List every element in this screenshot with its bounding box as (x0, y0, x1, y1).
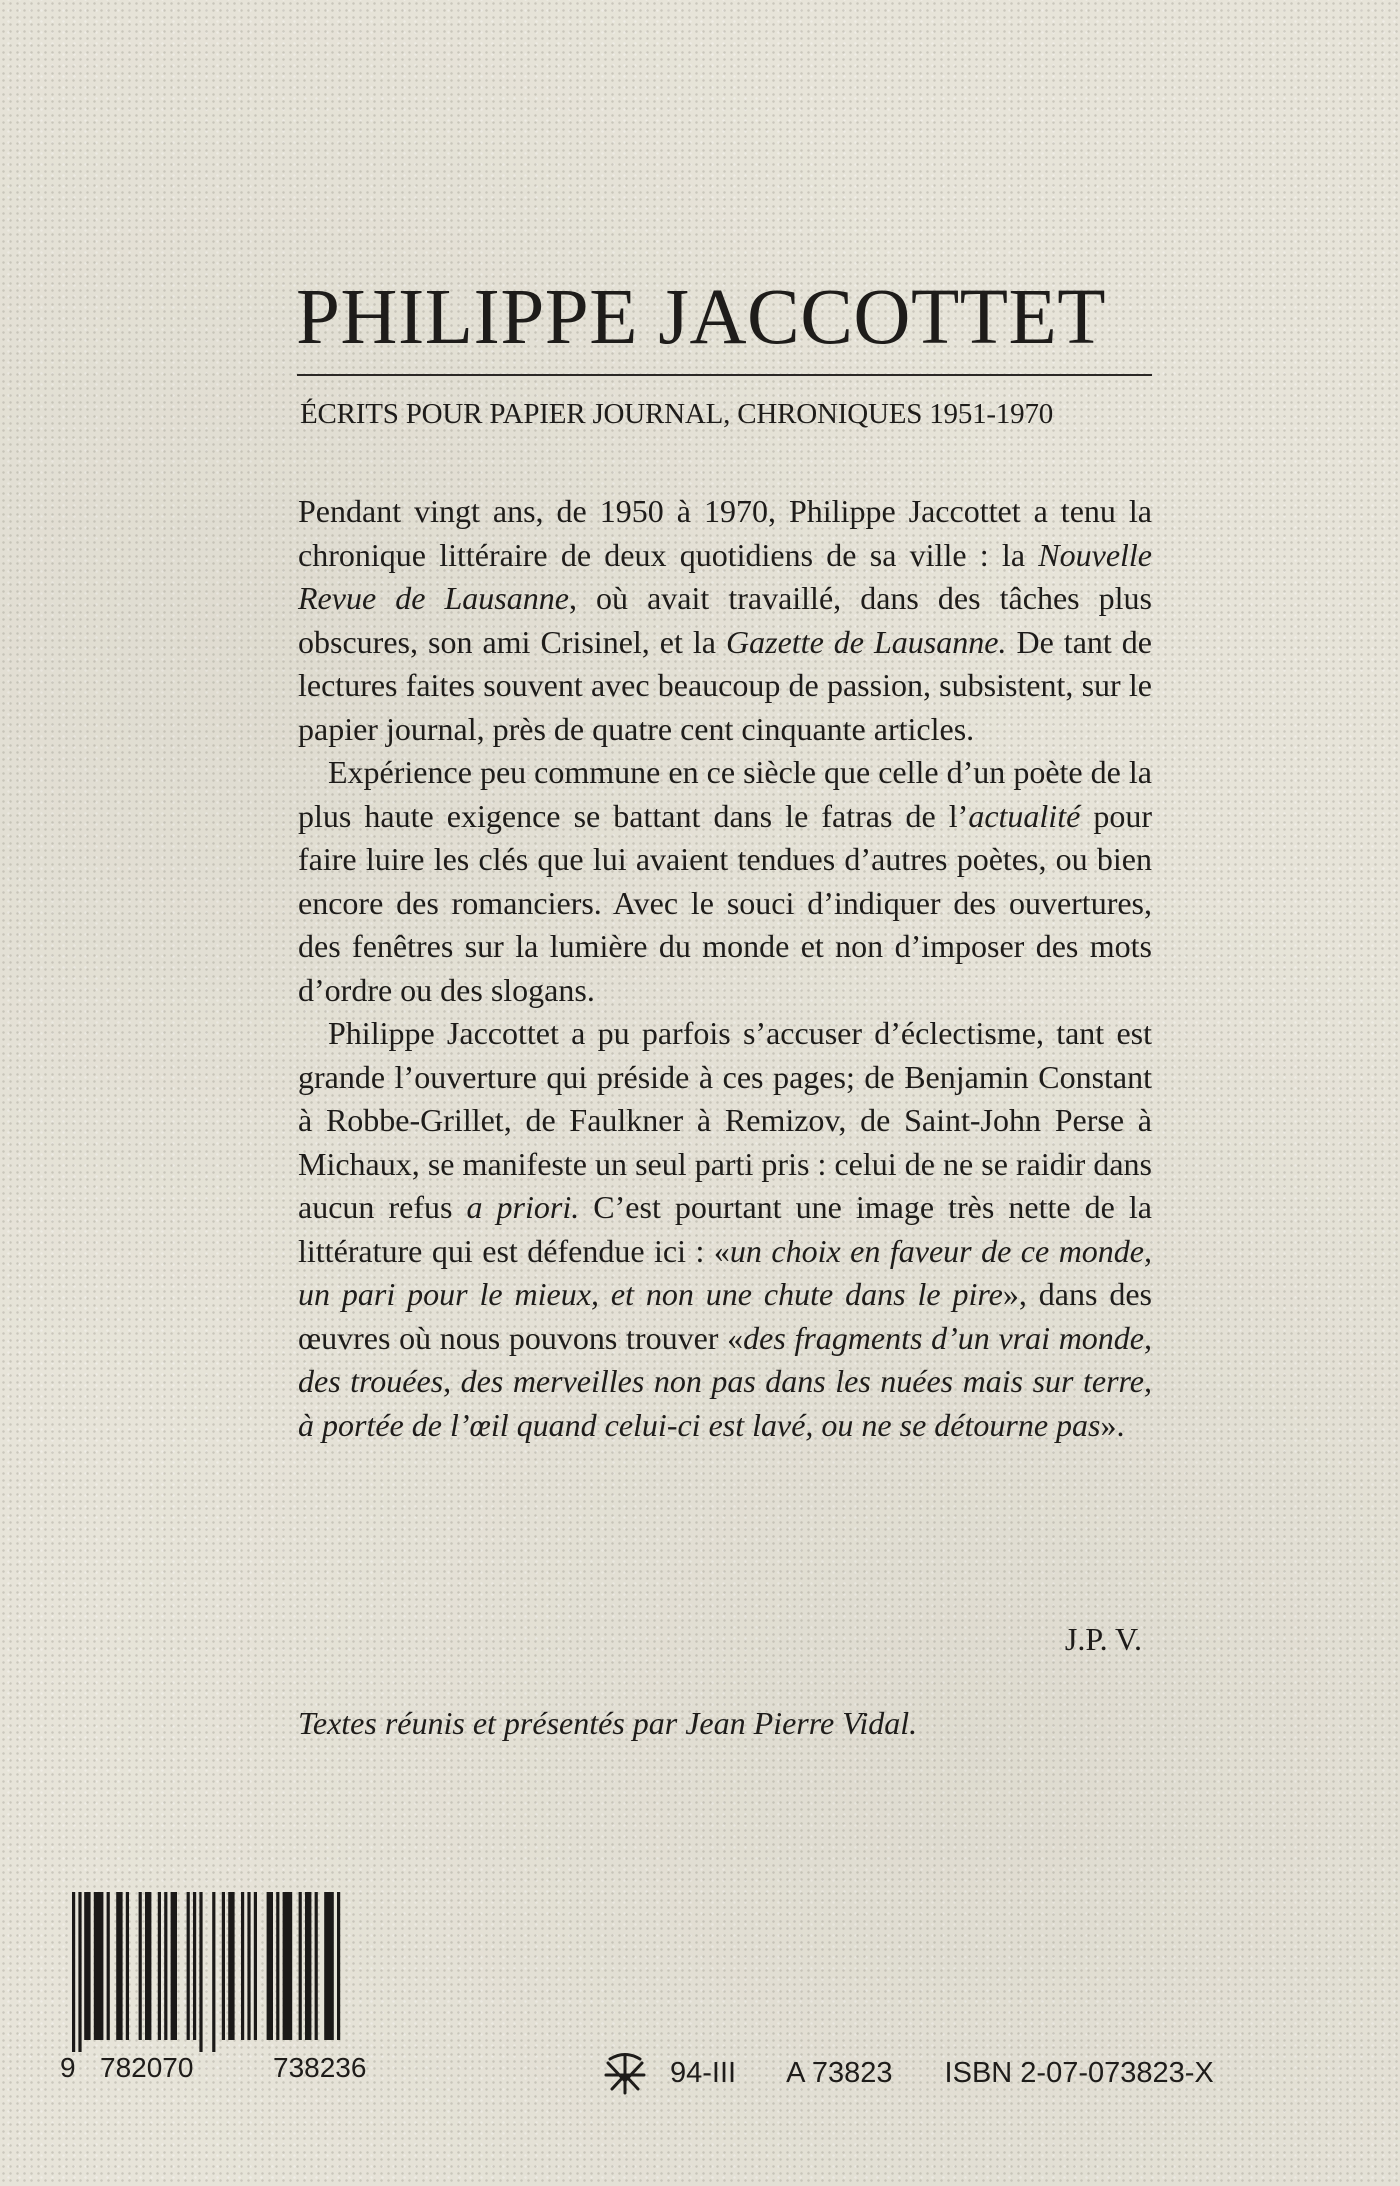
isbn-barcode (60, 1892, 420, 2052)
italic-quote: des fragments d’un vrai monde, des trouées, des merveilles non pas dans les nuées mais sur terre, à portée de l’œil quand celui-ci est lavé, ou ne se détourne pas (298, 1319, 1153, 1443)
barcode-bar (199, 1892, 202, 2052)
barcode-bar (145, 1892, 151, 2040)
italic-text-run: a priori. (466, 1189, 580, 1225)
barcode-bar (78, 1892, 81, 2052)
catalog-code: 94-III (670, 2056, 737, 2089)
blurb-paragraph-1 (298, 490, 1152, 751)
barcode-bar (267, 1892, 273, 2040)
barcode-bar (94, 1892, 104, 2040)
text-run: », dans des œuvres où nous pouvons trouver « (298, 1276, 1153, 1356)
barcode-bar (315, 1892, 318, 2040)
barcode-bar (283, 1892, 293, 2040)
barcode-bar (337, 1892, 340, 2040)
isbn-number: ISBN 2-07-073823-X (944, 2056, 1214, 2089)
text-run: De tant de lectures faites souvent avec beaucoup de passion, subsistent, sur le papier journal, près de quatre cent cinquante articles. (298, 623, 1152, 747)
barcode-bar (164, 1892, 167, 2040)
barcode-bar (193, 1892, 196, 2040)
text-run: Pendant vingt ans, de 1950 à 1970, Philippe Jaccottet a tenu la chronique littéraire de deux quotidiens de sa ville : la (298, 493, 1152, 573)
text-run: ». (1100, 1406, 1125, 1443)
barcode-bar (222, 1892, 225, 2040)
publisher-info (600, 2050, 1214, 2096)
title-rule (297, 374, 1152, 376)
blurb-paragraph-3 (298, 1012, 1152, 1447)
barcode-digit-lead: 9 (60, 2052, 76, 2083)
italic-quote: un choix en faveur de ce monde, un pari pour le mieux, et non une chute dans le pire (298, 1232, 1153, 1312)
text-run: C’est pourtant une image très nette de la littérature qui est défendue ici : « (298, 1189, 1153, 1269)
barcode-digits-left: 782070 (100, 2052, 194, 2083)
barcode-digits-right: 738236 (273, 2052, 367, 2083)
barcode-bar (116, 1892, 122, 2040)
text-run: pour faire luire les clés que lui avaient tendues d’autres poètes, ou bien encore des romanciers. Avec le souci d’indiquer des ouvertures, des fenêtres sur la lumière du monde et non d’imposer des mots d’ordre ou des slogans. (298, 797, 1153, 1008)
italic-text-run: Gazette de Lausanne. (726, 623, 1007, 660)
barcode-bar (84, 1892, 90, 2040)
barcode-bar (228, 1892, 234, 2040)
barcode-bar (305, 1892, 311, 2040)
blurb (298, 490, 1152, 1447)
barcode-bar (241, 1892, 244, 2040)
barcode-digits (60, 2052, 420, 2092)
italic-text-run: Nouvelle Revue de Lausanne (298, 536, 1152, 616)
barcode-bar (324, 1892, 334, 2040)
barcode-bar (158, 1892, 161, 2040)
blurb-signature: J.P. V. (1064, 1621, 1142, 1657)
book-subtitle: ÉCRITS POUR PAPIER JOURNAL, CHRONIQUES 1951-1970 (300, 398, 1054, 430)
text-run: Expérience peu commune en ce siècle que celle d’un poète de la plus haute exigence se battant dans le fatras de l’ (298, 754, 1152, 834)
barcode-bar (299, 1892, 302, 2040)
barcode-bar (171, 1892, 177, 2040)
barcode-bar (107, 1892, 110, 2040)
editor-credit: Textes réunis et présentés par Jean Pierre Vidal. (298, 1705, 918, 1741)
barcode-bar (254, 1892, 257, 2040)
gallimard-nrf-monogram-icon (600, 2051, 650, 2095)
catalog-reference: A 73823 (786, 2056, 893, 2089)
italic-text-run: actualité (968, 797, 1081, 834)
barcode-bar (126, 1892, 129, 2040)
barcode-bar (139, 1892, 142, 2040)
barcode-bar (187, 1892, 190, 2040)
book-title: PHILIPPE JACCOTTET (296, 274, 1106, 361)
barcode-bar (212, 1892, 215, 2052)
barcode-bar (247, 1892, 250, 2040)
barcode-bar (276, 1892, 279, 2040)
barcode-bar (72, 1892, 75, 2052)
text-run: Philippe Jaccottet a pu parfois s’accuser d’éclectisme, tant est grande l’ouverture qui préside à ces pages; de Benjamin Constant à Robbe-Grillet, de Faulkner à Remizov, de Saint-John Perse à Michaux, se manifeste un seul parti pris : celui de ne se raidir dans aucun refus (298, 1015, 1152, 1225)
text-run: , où avait travaillé, dans des tâches plus obscures, son ami Crisinel, et la (298, 580, 1152, 660)
blurb-paragraph-2 (298, 751, 1152, 1012)
